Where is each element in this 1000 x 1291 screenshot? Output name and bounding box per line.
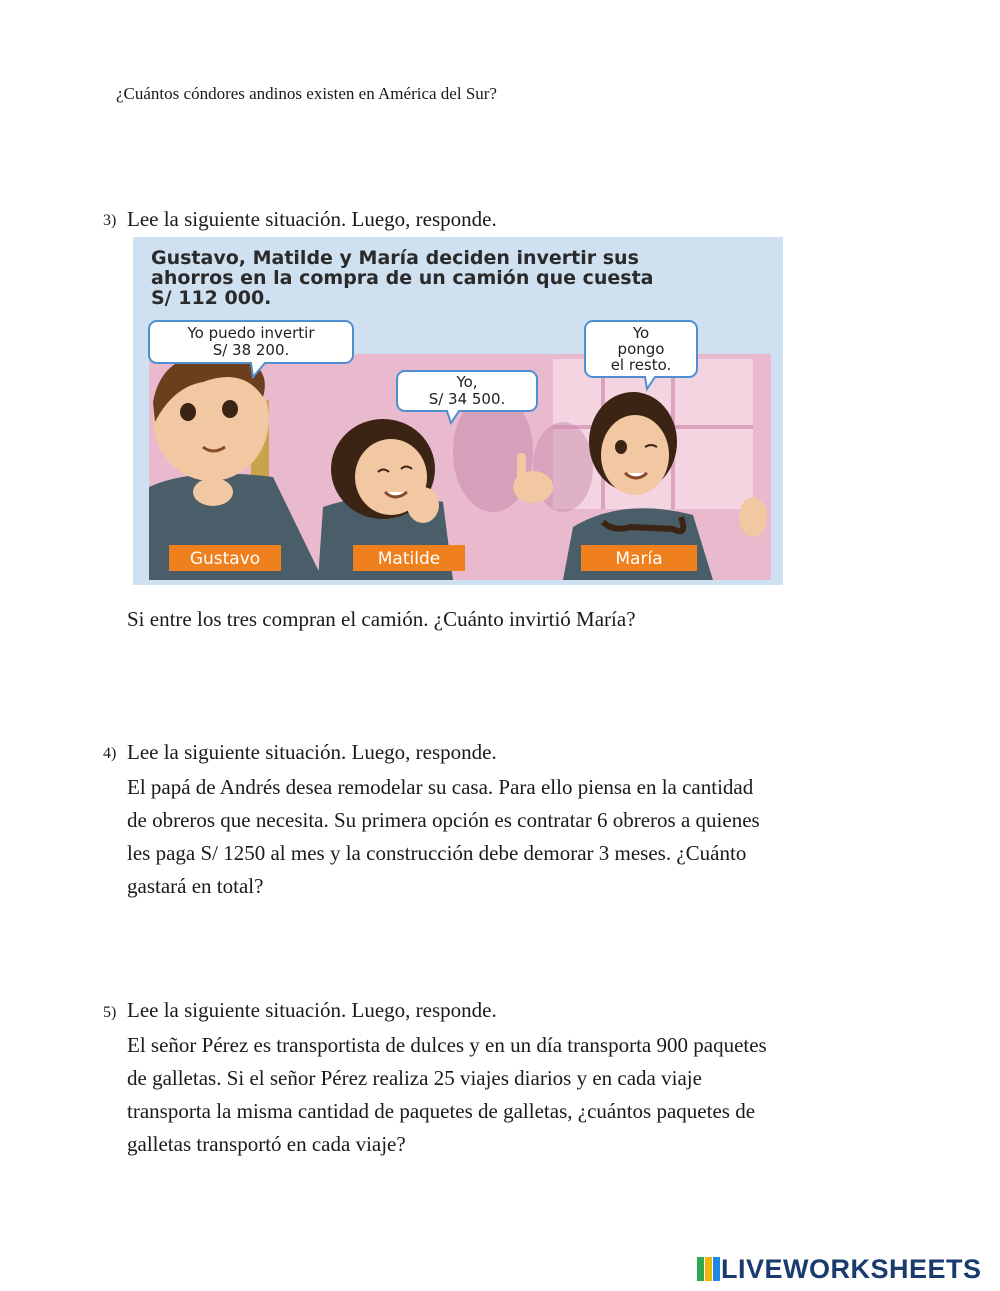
question-4-number: 4)	[103, 745, 117, 762]
question-4-text: El papá de Andrés desea remodelar su casa. Para ello piensa en la cantidad de obreros que necesita. Su primera opción es contratar 6 obreros a quienes les paga S/ 1250 al mes y la construcción debe demorar 3 meses. ¿Cuánto gastará en total?	[127, 775, 760, 898]
label-matilde-text: Matilde	[377, 549, 441, 569]
question-5-lead: Lee la siguiente situación. Luego, responde.	[127, 998, 497, 1022]
logo-icon	[697, 1257, 721, 1281]
question-3-lead: Lee la siguiente situación. Luego, responde.	[127, 207, 497, 231]
illustration-header-line-3: S/ 112 000.	[151, 287, 272, 309]
question-4-lead: Lee la siguiente situación. Luego, responde.	[127, 740, 497, 764]
question-5-number: 5)	[103, 1004, 117, 1021]
svg-text:pongo: pongo	[617, 340, 665, 358]
svg-text:S/ 38 200.: S/ 38 200.	[212, 341, 290, 359]
svg-text:el resto.: el resto.	[610, 356, 672, 374]
question-3-number: 3)	[103, 212, 117, 229]
svg-text:Yo: Yo	[632, 324, 650, 342]
label-gustavo-text: Gustavo	[189, 549, 261, 569]
svg-text:S/ 34 500.: S/ 34 500.	[428, 390, 506, 408]
logo-text: LIVEWORKSHEETS	[721, 1253, 982, 1284]
illustration-header-line-1: Gustavo, Matilde y María deciden invertir sus	[151, 247, 639, 269]
liveworksheets-logo[interactable]	[697, 1253, 982, 1285]
investment-illustration	[133, 237, 783, 585]
question-5-text: El señor Pérez es transportista de dulces y en un día transporta 900 paquetes de galletas. Si el señor Pérez realiza 25 viajes diarios y en cada viaje transporta la misma cantidad de paquetes de galletas, ¿cuántos paquetes de galletas transportó en cada viaje?	[127, 1033, 767, 1156]
intro-question: ¿Cuántos cóndores andinos existen en América del Sur?	[116, 84, 497, 103]
label-maria-text: María	[615, 549, 663, 569]
illustration-header-line-2: ahorros en la compra de un camión que cuesta	[151, 267, 654, 289]
svg-text:Yo,: Yo,	[456, 373, 478, 391]
svg-text:Yo puedo invertir: Yo puedo invertir	[187, 324, 315, 342]
question-3-text: Si entre los tres compran el camión. ¿Cuánto invirtió María?	[127, 607, 636, 631]
